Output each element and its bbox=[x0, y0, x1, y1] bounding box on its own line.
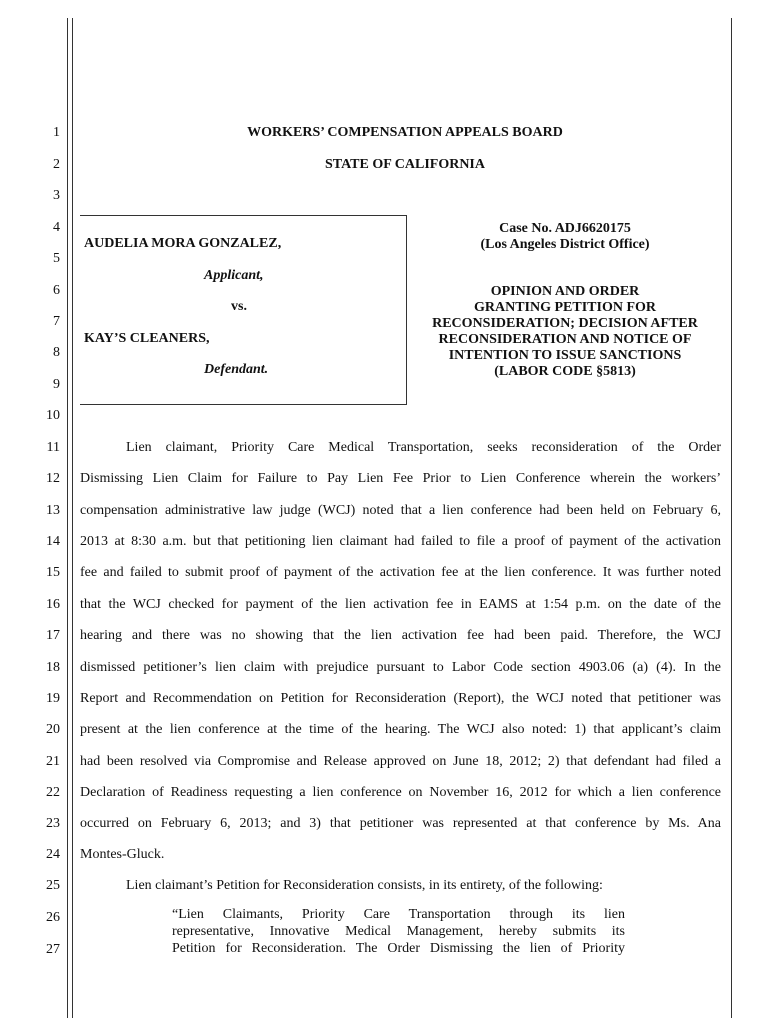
document-title-line: OPINION AND ORDER bbox=[490, 284, 640, 299]
defendant-name: KAY’S CLEANERS, bbox=[84, 331, 210, 346]
district-office: (Los Angeles District Office) bbox=[480, 237, 650, 252]
line-number: 9 bbox=[53, 377, 60, 392]
line-number: 18 bbox=[46, 660, 60, 675]
line-number: 5 bbox=[53, 251, 60, 266]
line-number: 10 bbox=[46, 408, 60, 423]
case-number: Case No. ADJ6620175 bbox=[499, 221, 631, 236]
line-number: 15 bbox=[46, 565, 60, 580]
line-number: 24 bbox=[46, 847, 60, 862]
line-number: 23 bbox=[46, 816, 60, 831]
document-title-line: (LABOR CODE §5813) bbox=[494, 364, 636, 379]
state-title: STATE OF CALIFORNIA bbox=[325, 157, 485, 172]
document-title-line: INTENTION TO ISSUE SANCTIONS bbox=[448, 348, 682, 363]
line-number: 3 bbox=[53, 188, 60, 203]
body-text-line: 2013 at 8:30 a.m. but that petitioning lien claimant had failed to file a proof of payment of the activation bbox=[80, 534, 721, 549]
line-number: 26 bbox=[46, 910, 60, 925]
line-number: 6 bbox=[53, 283, 60, 298]
quote-text-line: representative, Innovative Medical Management, hereby submits its bbox=[172, 924, 625, 939]
applicant-name: AUDELIA MORA GONZALEZ, bbox=[84, 236, 282, 251]
body-text-line: compensation administrative law judge (WCJ) noted that a lien conference had been held on February 6, bbox=[80, 503, 721, 518]
quote-text-line: Petition for Reconsideration. The Order Dismissing the lien of Priority bbox=[172, 941, 625, 956]
document-title-line: RECONSIDERATION AND NOTICE OF bbox=[438, 332, 692, 347]
line-number: 17 bbox=[46, 628, 60, 643]
left-margin-rule bbox=[67, 18, 68, 1018]
defendant-role: Defendant. bbox=[204, 362, 269, 377]
line-number: 14 bbox=[46, 534, 60, 549]
body-text-line: Declaration of Readiness requesting a lien conference on November 16, 2012 for which a lien conference bbox=[80, 785, 721, 800]
line-number: 2 bbox=[53, 157, 60, 172]
document-title-line: GRANTING PETITION FOR bbox=[473, 300, 657, 315]
right-margin-rule bbox=[731, 18, 732, 1018]
applicant-role: Applicant, bbox=[204, 268, 264, 283]
line-number: 21 bbox=[46, 754, 60, 769]
line-number: 8 bbox=[53, 345, 60, 360]
line-number: 25 bbox=[46, 878, 60, 893]
board-title: WORKERS’ COMPENSATION APPEALS BOARD bbox=[247, 125, 563, 140]
line-number: 12 bbox=[46, 471, 60, 486]
body-text-line: Lien claimant’s Petition for Reconsideration consists, in its entirety, of the following: bbox=[126, 878, 603, 893]
body-text-line: Lien claimant, Priority Care Medical Transportation, seeks reconsideration of the Order bbox=[126, 440, 721, 455]
body-text-line: Report and Recommendation on Petition for Reconsideration (Report), the WCJ noted that petitioner was bbox=[80, 691, 721, 706]
body-text-line: had been resolved via Compromise and Release approved on June 18, 2012; 2) that defendant had filed a bbox=[80, 754, 721, 769]
body-text-line: occurred on February 6, 2013; and 3) that petitioner was represented at that conference by Ms. Ana bbox=[80, 816, 721, 831]
line-number: 22 bbox=[46, 785, 60, 800]
line-number: 16 bbox=[46, 597, 60, 612]
line-number: 19 bbox=[46, 691, 60, 706]
line-number: 7 bbox=[53, 314, 60, 329]
body-text-line: Montes-Gluck. bbox=[80, 847, 165, 862]
line-number: 4 bbox=[53, 220, 60, 235]
body-text-line: hearing and there was no showing that the lien activation fee had been paid. Therefore, the WCJ bbox=[80, 628, 721, 643]
line-number: 27 bbox=[46, 942, 60, 957]
body-text-line: dismissed petitioner’s lien claim with prejudice pursuant to Labor Code section 4903.06 (a) (4). In the bbox=[80, 660, 721, 675]
body-text-line: that the WCJ checked for payment of the lien activation fee in EAMS at 1:54 p.m. on the date of the bbox=[80, 597, 721, 612]
left-margin-rule-inner bbox=[72, 18, 73, 1018]
line-number: 11 bbox=[46, 440, 60, 455]
line-number: 13 bbox=[46, 503, 60, 518]
body-text-line: fee and failed to submit proof of payment of the activation fee at the lien conference. It was further noted bbox=[80, 565, 721, 580]
line-number: 20 bbox=[46, 722, 60, 737]
body-text-line: present at the lien conference at the time of the hearing. The WCJ also noted: 1) that applicant’s claim bbox=[80, 722, 721, 737]
versus-text: vs. bbox=[231, 299, 247, 314]
document-title-line: RECONSIDERATION; DECISION AFTER bbox=[432, 316, 698, 331]
line-number: 1 bbox=[53, 125, 60, 140]
quote-text-line: “Lien Claimants, Priority Care Transportation through its lien bbox=[172, 907, 625, 922]
body-text-line: Dismissing Lien Claim for Failure to Pay Lien Fee Prior to Lien Conference wherein the workers’ bbox=[80, 471, 721, 486]
